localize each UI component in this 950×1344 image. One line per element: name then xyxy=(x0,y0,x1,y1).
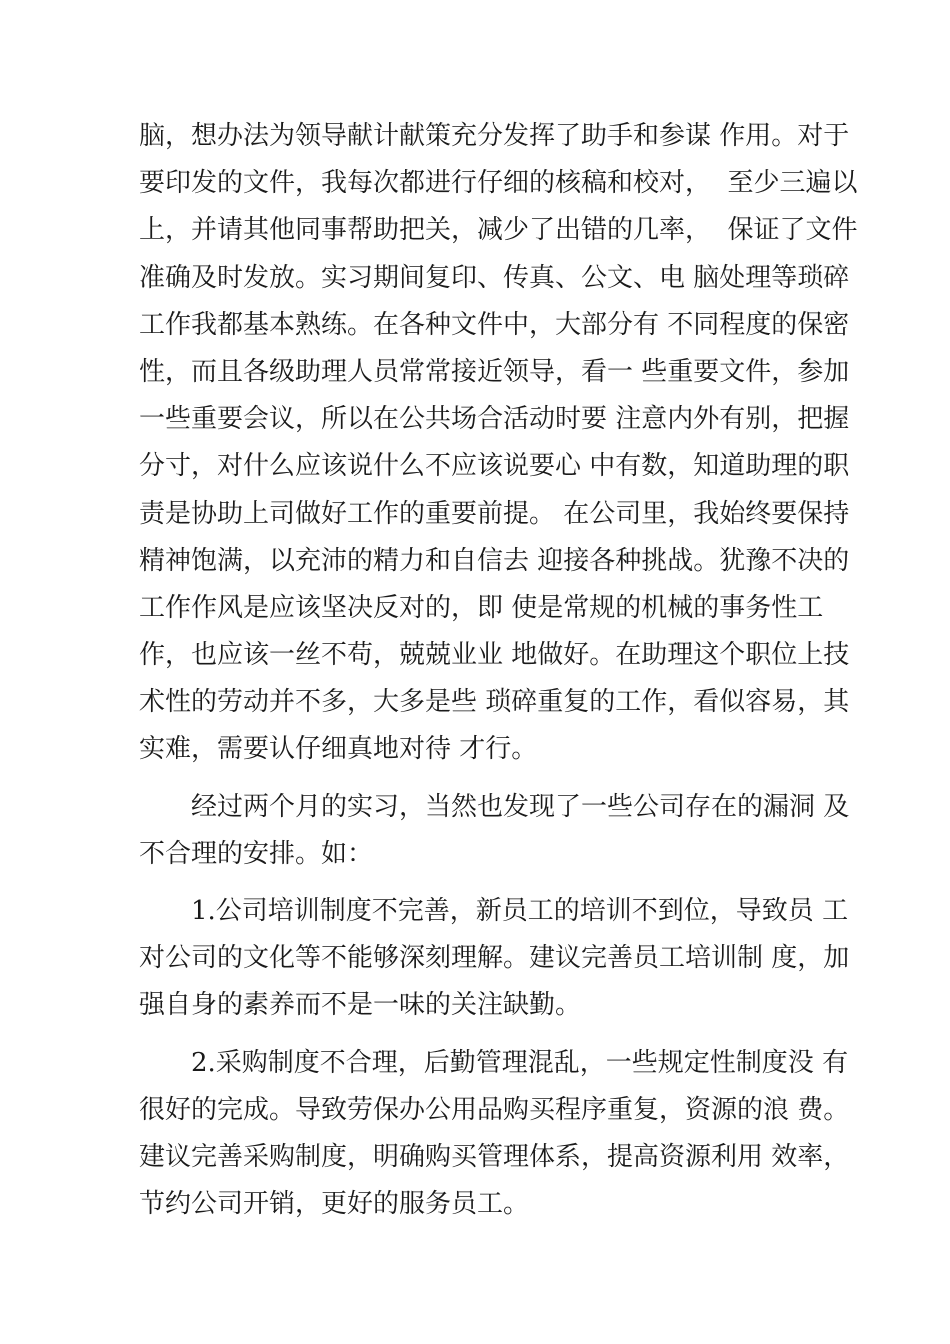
text-line: 精神饱满，以充沛的精力和自信去 迎接各种挑战。犹豫不决的 xyxy=(139,545,850,576)
text-line: 实难，需要认仔细真地对待 才行。 xyxy=(139,734,538,765)
text-line: 节约公司开销，更好的服务员工。 xyxy=(139,1189,530,1220)
text-line: 建议完善采购制度，明确购买管理体系，提高资源利用 效率， xyxy=(139,1141,850,1172)
text-line: 工作我都基本熟练。在各种文件中，大部分有 不同程度的保密 xyxy=(139,309,850,340)
text-line: 分寸，对什么应该说什么不应该说要心 中有数，知道助理的职 xyxy=(139,451,850,482)
text-line: 一些重要会议，所以在公共场合活动时要 注意内外有别，把握 xyxy=(139,404,850,435)
text-line: 工作作风是应该坚决反对的，即 使是常规的机械的事务性工 xyxy=(139,592,824,623)
text-line: 对公司的文化等不能够深刻理解。建议完善员工培训制 度，加 xyxy=(139,943,850,974)
text-line: 不合理的安排。如： xyxy=(139,838,374,869)
text-line: 性，而且各级助理人员常常接近领导，看一 些重要文件，参加 xyxy=(139,356,850,387)
text-line: 脑，想办法为领导献计献策充分发挥了助手和参谋 作用。对于 xyxy=(139,121,850,151)
text-line: 术性的劳动并不多，大多是些 琐碎重复的工作，看似容易，其 xyxy=(139,687,850,718)
paragraph-4 xyxy=(139,1040,850,1229)
text-line: 很好的完成。导致劳保办公用品购买程序重复，资源的浪 费。 xyxy=(139,1094,850,1125)
paragraph-spacer xyxy=(139,774,839,784)
paragraph-1 xyxy=(139,113,858,774)
text-line: 上，并请其他同事帮助把关，减少了出错的几率， 保证了文件 xyxy=(139,215,858,246)
document-body xyxy=(139,113,858,1228)
text-line: 责是协助上司做好工作的重要前提。 在公司里，我始终要保持 xyxy=(139,498,850,529)
text-line: 经过两个月的实习，当然也发现了一些公司存在的漏洞 及 xyxy=(191,791,850,822)
text-line: 要印发的文件，我每次都进行仔细的核稿和校对， 至少三遍以 xyxy=(139,168,858,199)
paragraph-spacer xyxy=(139,878,839,888)
text-line: 1.公司培训制度不完善，新员工的培训不到位，导致员 工 xyxy=(191,896,849,926)
text-line: 2.采购制度不合理，后勤管理混乱，一些规定性制度没 有 xyxy=(191,1047,849,1078)
paragraph-3 xyxy=(139,888,850,1030)
text-line: 强自身的素养而不是一味的关注缺勤。 xyxy=(139,990,582,1021)
paragraph-spacer xyxy=(139,1030,839,1040)
text-line: 作，也应该一丝不苟，兢兢业业 地做好。在助理这个职位上技 xyxy=(139,640,850,671)
paragraph-2 xyxy=(139,784,850,878)
text-line: 准确及时发放。实习期间复印、传真、公文、电 脑处理等琐碎 xyxy=(139,262,850,293)
